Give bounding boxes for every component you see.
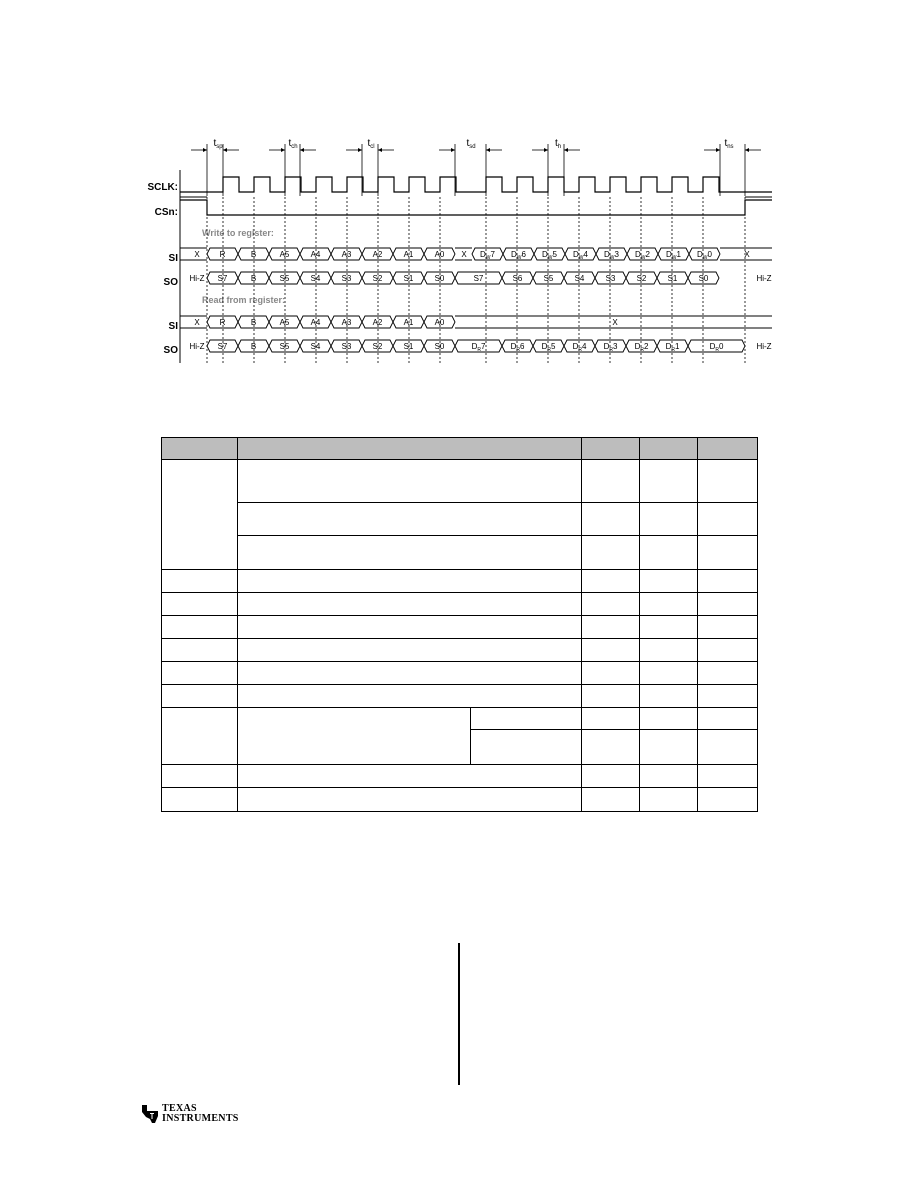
table-row [162, 616, 758, 639]
param-arrowhead [358, 148, 362, 152]
table-cell [238, 685, 582, 708]
ti-logo [139, 1104, 239, 1124]
table-cell [238, 536, 582, 570]
column-divider [458, 943, 460, 1085]
si-read-bit-value: A1 [403, 318, 414, 327]
table-header-cell [640, 438, 698, 460]
si-read-bit-value: B [250, 318, 257, 327]
table-header-cell [238, 438, 582, 460]
so-write-bit-value: S3 [605, 274, 616, 283]
si-write-bit-value: A0 [434, 250, 445, 259]
table-row [162, 685, 758, 708]
table-cell [640, 503, 698, 536]
table-cell [582, 503, 640, 536]
table-cell [162, 593, 238, 616]
si-read-bit-value: A5 [279, 318, 290, 327]
so-write-hiz-end: Hi-Z [756, 274, 772, 283]
si-write-data-value: $D_W7$ [480, 250, 495, 261]
si-read-bit-value: A2 [372, 318, 383, 327]
table-cell [698, 570, 758, 593]
table-cell [640, 788, 698, 812]
si-read-bit-value: A0 [434, 318, 445, 327]
table-cell [582, 616, 640, 639]
table-cell [640, 708, 698, 730]
read-section-label: Read from register: [202, 295, 286, 305]
table-header-row [162, 438, 758, 460]
si-read-dont-care: X [612, 318, 618, 327]
logo-line-1: TEXAS [162, 1103, 197, 1114]
table-cell [238, 788, 582, 812]
param-arrowhead [745, 148, 749, 152]
param-arrowhead [544, 148, 548, 152]
table-cell [640, 593, 698, 616]
table-cell [640, 570, 698, 593]
table-cell [238, 639, 582, 662]
table-cell [238, 570, 582, 593]
si-write-bit-value: R [219, 250, 226, 259]
param-arrowhead [203, 148, 207, 152]
si-write-bit-value: A2 [372, 250, 383, 259]
so-write-bit-value: S6 [512, 274, 523, 283]
section-labels [202, 228, 285, 305]
sclk-label: SCLK: [147, 182, 178, 193]
table-cell [698, 662, 758, 685]
so-read-hiz-start: Hi-Z [189, 342, 205, 351]
si-write-bit-value: A1 [403, 250, 414, 259]
so-write-bit-value: S1 [667, 274, 678, 283]
table-header-cell [698, 438, 758, 460]
table-row [162, 460, 758, 503]
so-write-bit-value: S7 [473, 274, 484, 283]
table-cell [582, 730, 640, 765]
si-write-dont-care: X [194, 250, 200, 259]
si-write-bit-value: B [250, 250, 257, 259]
param-label-sd: $t_{sd}$ [466, 138, 476, 150]
so-read-data-value: $D_R1$ [665, 342, 680, 353]
si-write-data-value: $D_W1$ [666, 250, 681, 261]
table-cell [238, 593, 582, 616]
so-write-bit-value: S2 [636, 274, 647, 283]
table-cell [471, 730, 582, 765]
so-read-status-value: S7 [217, 342, 228, 351]
table-cell [640, 765, 698, 788]
so-write-bit-value: S4 [310, 274, 321, 283]
table-cell [698, 765, 758, 788]
param-arrowhead [716, 148, 720, 152]
si-write-dont-care: X [744, 250, 750, 259]
so-write-bit-value: S2 [372, 274, 383, 283]
param-arrowhead [300, 148, 304, 152]
si-write-data-value: $D_W3$ [604, 250, 619, 261]
param-label-cl: $t_{cl}$ [367, 138, 375, 150]
logo-line-2: INSTRUMENTS [162, 1113, 239, 1124]
table-cell [238, 616, 582, 639]
si-write-bit-value: A5 [279, 250, 290, 259]
table-cell [162, 570, 238, 593]
table-cell [238, 765, 582, 788]
table-cell [162, 685, 238, 708]
so-read-data-value: $D_R2$ [634, 342, 649, 353]
so-read-hiz-end: Hi-Z [756, 342, 772, 351]
param-arrowhead [486, 148, 490, 152]
so-read-status-value: S4 [310, 342, 321, 351]
csn-waveform [180, 200, 772, 215]
table-cell [162, 708, 238, 765]
so-read-data-value: $D_R4$ [572, 342, 587, 353]
table-cell [162, 788, 238, 812]
param-arrowhead [281, 148, 285, 152]
table-cell [640, 536, 698, 570]
table-cell [698, 788, 758, 812]
param-arrowhead [223, 148, 227, 152]
table-row [162, 593, 758, 616]
table-cell [238, 460, 582, 503]
si-write-data-value: $D_W2$ [635, 250, 650, 261]
so-write-bit-value: S5 [279, 274, 290, 283]
table-cell [582, 662, 640, 685]
si-write-label: SI [168, 253, 178, 264]
table-cell [582, 788, 640, 812]
so-read-status-value: S3 [341, 342, 352, 351]
param-arrowhead [451, 148, 455, 152]
table-cell [698, 708, 758, 730]
table-cell [698, 503, 758, 536]
table-cell [238, 662, 582, 685]
so-read-data-value: $D_R5$ [541, 342, 556, 353]
so-write-bit-value: S4 [574, 274, 585, 283]
so-read-data-value: $D_R6$ [510, 342, 525, 353]
param-arrowhead [378, 148, 382, 152]
table-cell [698, 639, 758, 662]
so-write-bit-value: B [250, 274, 257, 283]
timing-parameters [191, 138, 761, 196]
si-read-bit-value: R [219, 318, 226, 327]
table-cell [582, 765, 640, 788]
param-label-ch: $t_{ch}$ [288, 138, 298, 150]
so-read-status-value: B [250, 342, 257, 351]
table-cell [640, 685, 698, 708]
table-cell [162, 616, 238, 639]
waveforms [180, 170, 772, 363]
table-row [162, 788, 758, 812]
so-write-bit-value: S0 [698, 274, 709, 283]
si-read-dont-care: X [194, 318, 200, 327]
so-write-hiz-start: Hi-Z [189, 274, 205, 283]
so-write-bit-value: S5 [543, 274, 554, 283]
so-read-data-value: $D_R3$ [603, 342, 618, 353]
table-row [162, 765, 758, 788]
si-write-bit-value: A3 [341, 250, 352, 259]
signal-labels [147, 182, 178, 356]
si-write-dont-care: X [461, 250, 467, 259]
table-cell [582, 570, 640, 593]
param-label-ns: $t_{ns}$ [724, 138, 734, 150]
so-write-label: SO [163, 277, 178, 288]
param-arrowhead [564, 148, 568, 152]
so-write-bit-value: S7 [217, 274, 228, 283]
so-read-data-value: $D_R7$ [471, 342, 486, 353]
logo-wordmark [162, 1104, 239, 1124]
table-cell [582, 639, 640, 662]
specification-table [161, 437, 758, 812]
table-cell [698, 616, 758, 639]
table-cell [582, 536, 640, 570]
so-write-bit-value: S1 [403, 274, 414, 283]
si-read-label: SI [168, 321, 178, 332]
table-cell [582, 708, 640, 730]
param-label-sp: $t_{sp}$ [213, 138, 223, 150]
table-cell [162, 460, 238, 570]
param-label-h: $t_h$ [554, 138, 562, 150]
table-cell [640, 639, 698, 662]
si-read-bit-value: A3 [341, 318, 352, 327]
table-row [162, 503, 758, 536]
so-write-bit-value: S0 [434, 274, 445, 283]
table-cell [640, 662, 698, 685]
si-read-bit-value: A4 [310, 318, 321, 327]
so-read-data-value: $D_R0$ [709, 342, 724, 353]
so-read-status-value: S1 [403, 342, 414, 351]
table-cell [162, 662, 238, 685]
table-cell [698, 593, 758, 616]
table-row [162, 570, 758, 593]
table-cell [640, 460, 698, 503]
table-cell [640, 616, 698, 639]
table-cell [162, 765, 238, 788]
table-cell [698, 460, 758, 503]
table-cell [698, 730, 758, 765]
spi-timing-diagram [0, 0, 918, 400]
so-read-status-value: S0 [434, 342, 445, 351]
texas-state-icon [139, 1104, 159, 1124]
table-cell [582, 460, 640, 503]
table-row [162, 536, 758, 570]
si-write-data-value: $D_W5$ [542, 250, 557, 261]
sclk-waveform [180, 177, 772, 192]
table-cell [238, 503, 582, 536]
so-write-bit-value: S3 [341, 274, 352, 283]
table-header-cell [582, 438, 640, 460]
si-write-data-value: $D_W4$ [573, 250, 588, 261]
table-header-cell [162, 438, 238, 460]
table-cell [582, 685, 640, 708]
so-read-label: SO [163, 345, 178, 356]
si-write-data-value: $D_W6$ [511, 250, 526, 261]
csn-label: CSn: [154, 207, 178, 218]
write-section-label: Write to register: [202, 228, 274, 238]
table-cell [698, 685, 758, 708]
table-row [162, 639, 758, 662]
so-read-status-value: S2 [372, 342, 383, 351]
table-cell [582, 593, 640, 616]
table-row [162, 662, 758, 685]
si-write-data-value: $D_W0$ [697, 250, 712, 261]
si-write-bit-value: A4 [310, 250, 321, 259]
table-cell [698, 536, 758, 570]
table-cell [471, 708, 582, 730]
table-cell [640, 730, 698, 765]
so-read-status-value: S5 [279, 342, 290, 351]
table-row [162, 708, 758, 730]
table-cell [162, 639, 238, 662]
table-cell [238, 708, 471, 765]
